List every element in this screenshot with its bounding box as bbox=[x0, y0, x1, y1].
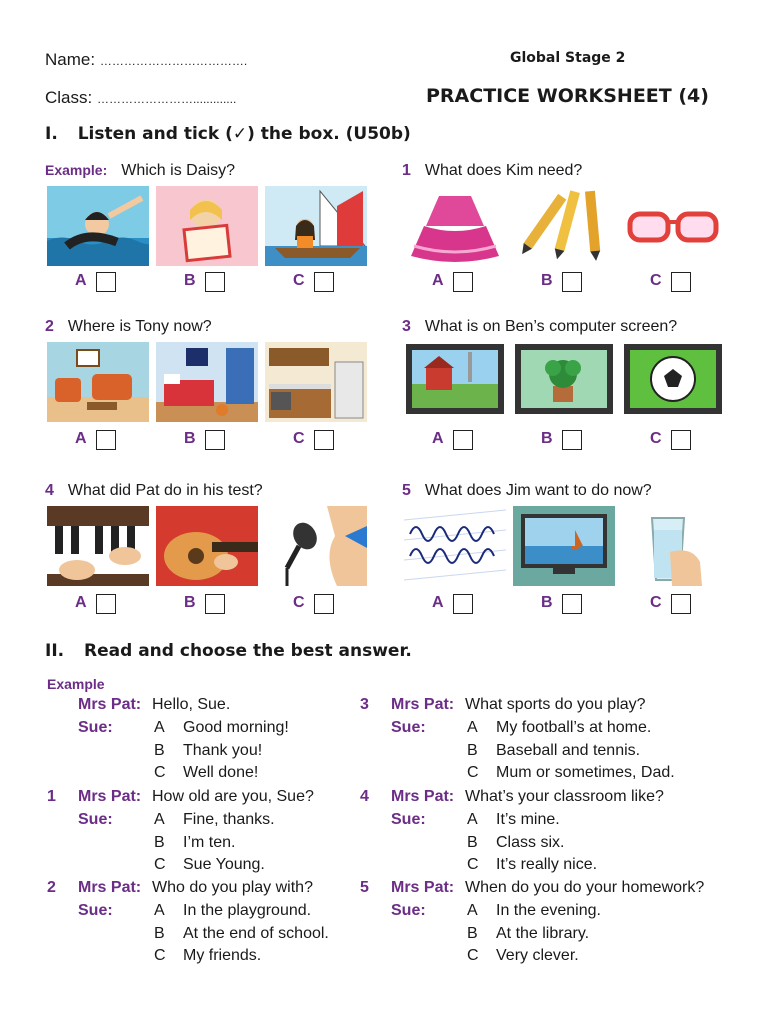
option-letter: B bbox=[184, 272, 196, 289]
dialogue-question: What sports do you play? bbox=[465, 696, 646, 713]
pencils-picture bbox=[513, 186, 615, 266]
option-letter: A bbox=[75, 430, 87, 447]
answer-option-text[interactable]: At the end of school. bbox=[183, 924, 329, 942]
football-screen-picture bbox=[622, 342, 724, 422]
answer-option-letter[interactable]: A bbox=[154, 901, 165, 919]
name-label: Name: bbox=[45, 50, 96, 69]
question-number: 4 bbox=[45, 482, 54, 499]
dialogue-question: What’s your classroom like? bbox=[465, 788, 664, 805]
option-letter: A bbox=[75, 272, 87, 289]
option-letter: C bbox=[650, 594, 662, 611]
name-dots[interactable]: ………………………………. bbox=[99, 54, 248, 68]
sailing-girl-picture bbox=[265, 186, 367, 266]
option-letter: B bbox=[541, 430, 553, 447]
option-letter: A bbox=[432, 594, 444, 611]
section1-numeral: I. bbox=[45, 124, 58, 144]
question-5 bbox=[402, 482, 652, 500]
answer-option-text[interactable]: My football’s at home. bbox=[496, 718, 652, 736]
tick-box[interactable] bbox=[671, 430, 691, 450]
answer-option-text[interactable]: It’s mine. bbox=[496, 810, 560, 828]
worksheet-title: PRACTICE WORKSHEET (4) bbox=[426, 85, 709, 107]
tick-box[interactable] bbox=[96, 272, 116, 292]
tick-box[interactable] bbox=[96, 594, 116, 614]
question-speaker: Mrs Pat: bbox=[78, 788, 142, 805]
answer-option-text[interactable]: Sue Young. bbox=[183, 856, 265, 874]
answer-option-letter[interactable]: C bbox=[467, 764, 479, 782]
example-question bbox=[45, 162, 235, 180]
question-3 bbox=[402, 318, 677, 336]
answer-option-letter[interactable]: B bbox=[467, 924, 478, 942]
tick-box[interactable] bbox=[314, 430, 334, 450]
question-speaker: Mrs Pat: bbox=[391, 696, 455, 713]
class-label: Class: bbox=[45, 88, 93, 107]
answer-option-text[interactable]: I’m ten. bbox=[183, 833, 236, 851]
answer-option-text[interactable]: At the library. bbox=[496, 924, 590, 942]
option-letter: B bbox=[184, 430, 196, 447]
question-4 bbox=[45, 482, 263, 500]
question-number: 1 bbox=[402, 162, 411, 179]
option-letter: C bbox=[650, 272, 662, 289]
answer-option-text[interactable]: Thank you! bbox=[183, 741, 263, 759]
question-speaker: Mrs Pat: bbox=[391, 879, 455, 896]
answer-speaker: Sue: bbox=[78, 901, 113, 919]
question-2 bbox=[45, 318, 212, 336]
question-text: What did Pat do in his test? bbox=[67, 482, 263, 499]
answer-option-letter[interactable]: B bbox=[467, 833, 478, 851]
answer-speaker: Sue: bbox=[391, 901, 426, 919]
dialogue-question: How old are you, Sue? bbox=[152, 788, 314, 805]
tv-boat-picture bbox=[513, 506, 615, 586]
item-number: 1 bbox=[47, 788, 56, 805]
question-text: Which is Daisy? bbox=[121, 162, 236, 179]
question-1 bbox=[402, 162, 582, 180]
item-number: 3 bbox=[360, 696, 369, 713]
answer-option-text[interactable]: In the evening. bbox=[496, 901, 601, 919]
item-number: 2 bbox=[47, 879, 56, 896]
option-letter: C bbox=[293, 594, 305, 611]
section1-instruction: Listen and tick (✓) the box. (U50b) bbox=[77, 124, 411, 144]
question-speaker: Mrs Pat: bbox=[78, 696, 142, 713]
tick-box[interactable] bbox=[562, 272, 582, 292]
answer-speaker: Sue: bbox=[391, 718, 426, 736]
reading-girl-picture bbox=[156, 186, 258, 266]
kitchen-picture bbox=[265, 342, 367, 422]
question-number: 3 bbox=[402, 318, 411, 335]
glass-of-water-picture bbox=[622, 506, 724, 586]
section2-numeral: II. bbox=[45, 641, 65, 661]
answer-option-letter[interactable]: C bbox=[467, 856, 479, 874]
question-speaker: Mrs Pat: bbox=[391, 788, 455, 805]
skirt-picture bbox=[404, 186, 506, 266]
tick-box[interactable] bbox=[314, 594, 334, 614]
option-letter: C bbox=[293, 272, 305, 289]
answer-option-letter[interactable]: B bbox=[467, 741, 478, 759]
option-letter: A bbox=[75, 594, 87, 611]
answer-option-text[interactable]: My friends. bbox=[183, 947, 262, 965]
tick-box[interactable] bbox=[562, 594, 582, 614]
farm-screen-picture bbox=[404, 342, 506, 422]
question-text: What does Jim want to do now? bbox=[424, 482, 652, 499]
answer-option-letter[interactable]: A bbox=[154, 810, 165, 828]
answer-option-text[interactable]: Good morning! bbox=[183, 718, 289, 736]
question-number: 2 bbox=[45, 318, 54, 335]
bedroom-picture bbox=[156, 342, 258, 422]
tick-box[interactable] bbox=[453, 430, 473, 450]
section2-instruction: Read and choose the best answer. bbox=[84, 641, 412, 661]
question-speaker: Mrs Pat: bbox=[78, 879, 142, 896]
glasses-picture bbox=[622, 186, 724, 266]
tick-box[interactable] bbox=[671, 594, 691, 614]
tick-box[interactable] bbox=[562, 430, 582, 450]
answer-option-text[interactable]: Very clever. bbox=[496, 947, 579, 965]
option-letter: A bbox=[432, 272, 444, 289]
piano-picture bbox=[47, 506, 149, 586]
dialogue-question: When do you do your homework? bbox=[465, 879, 705, 896]
answer-option-letter[interactable]: C bbox=[154, 764, 166, 782]
tick-box[interactable] bbox=[96, 430, 116, 450]
living-room-picture bbox=[47, 342, 149, 422]
answer-option-letter[interactable]: A bbox=[467, 810, 478, 828]
answer-option-text[interactable]: Fine, thanks. bbox=[183, 810, 275, 828]
plant-screen-picture bbox=[513, 342, 615, 422]
tick-box[interactable] bbox=[453, 272, 473, 292]
answer-option-letter[interactable]: B bbox=[154, 924, 165, 942]
answer-option-text[interactable]: Well done! bbox=[183, 764, 259, 782]
option-letter: A bbox=[432, 430, 444, 447]
question-text: What does Kim need? bbox=[424, 162, 583, 179]
class-dots[interactable]: ……………………............. bbox=[96, 92, 237, 106]
tick-box[interactable] bbox=[205, 430, 225, 450]
microphone-picture bbox=[265, 506, 367, 586]
answer-option-text[interactable]: It’s really nice. bbox=[496, 856, 598, 874]
option-letter: C bbox=[650, 430, 662, 447]
tick-box[interactable] bbox=[453, 594, 473, 614]
answer-option-text[interactable]: Baseball and tennis. bbox=[496, 741, 641, 759]
tick-box[interactable] bbox=[671, 272, 691, 292]
question-number: 5 bbox=[402, 482, 411, 499]
option-letter: B bbox=[541, 594, 553, 611]
answer-option-letter[interactable]: B bbox=[154, 833, 165, 851]
answer-option-text[interactable]: Class six. bbox=[496, 833, 565, 851]
item-number: 5 bbox=[360, 879, 369, 896]
answer-option-letter[interactable]: C bbox=[154, 856, 166, 874]
answer-speaker: Sue: bbox=[391, 810, 426, 828]
dialogue-question: Hello, Sue. bbox=[152, 696, 231, 713]
tick-box[interactable] bbox=[205, 594, 225, 614]
example-label: Example: bbox=[45, 162, 108, 178]
question-text: Where is Tony now? bbox=[67, 318, 212, 335]
name-line bbox=[45, 50, 247, 70]
answer-option-letter[interactable]: C bbox=[154, 947, 166, 965]
section1-heading bbox=[45, 124, 411, 144]
swimming-girl-picture bbox=[47, 186, 149, 266]
answer-speaker: Sue: bbox=[78, 718, 113, 736]
section2-heading bbox=[45, 641, 412, 661]
question-text: What is on Ben’s computer screen? bbox=[424, 318, 678, 335]
answer-option-letter[interactable]: A bbox=[154, 718, 165, 736]
tick-box[interactable] bbox=[205, 272, 225, 292]
handwriting-picture bbox=[404, 506, 506, 586]
answer-option-letter[interactable]: C bbox=[467, 947, 479, 965]
answer-option-text[interactable]: In the playground. bbox=[183, 901, 312, 919]
option-letter: B bbox=[541, 272, 553, 289]
class-line bbox=[45, 88, 236, 108]
item-number: 4 bbox=[360, 788, 369, 805]
dialogue-question: Who do you play with? bbox=[152, 879, 313, 896]
section2-example-label: Example bbox=[47, 676, 105, 692]
answer-option-text[interactable]: Mum or sometimes, Dad. bbox=[496, 764, 675, 782]
answer-option-letter[interactable]: A bbox=[467, 901, 478, 919]
answer-option-letter[interactable]: A bbox=[467, 718, 478, 736]
answer-speaker: Sue: bbox=[78, 810, 113, 828]
option-letter: C bbox=[293, 430, 305, 447]
stage-label: Global Stage 2 bbox=[510, 50, 626, 66]
guitar-picture bbox=[156, 506, 258, 586]
tick-box[interactable] bbox=[314, 272, 334, 292]
option-letter: B bbox=[184, 594, 196, 611]
answer-option-letter[interactable]: B bbox=[154, 741, 165, 759]
